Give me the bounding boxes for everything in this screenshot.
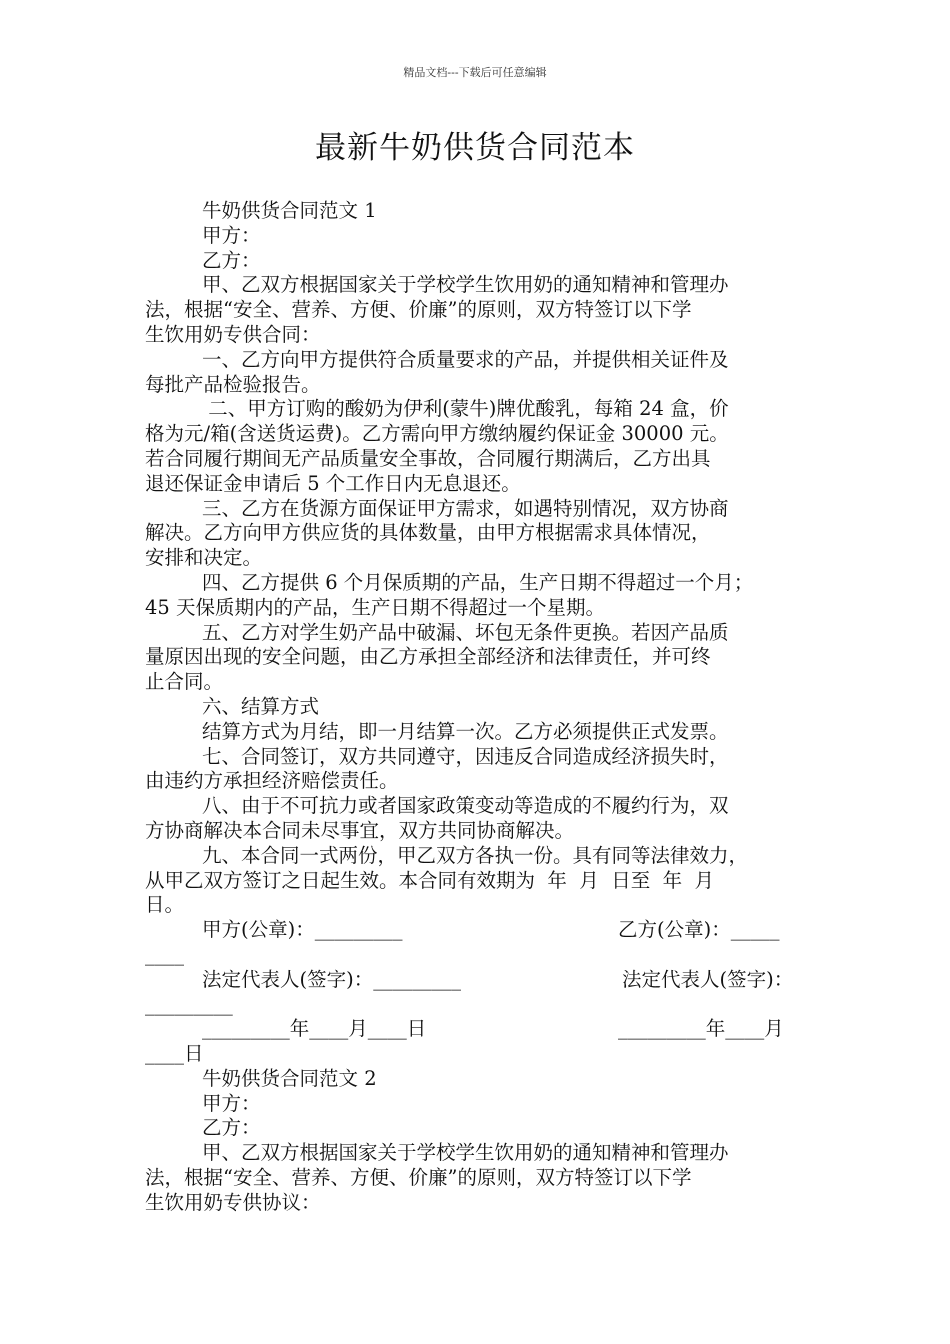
party-b-representative-continuation: _________ bbox=[145, 992, 233, 1016]
signature-seal-row bbox=[145, 918, 820, 943]
clause-line: 若合同履行期间无产品质量安全事故，合同履行期满后，乙方出具 bbox=[145, 446, 711, 470]
signature-rep-row bbox=[145, 968, 820, 993]
party-b-seal: 乙方(公章)：_____ bbox=[618, 918, 780, 942]
clause-line: 每批产品检验报告。 bbox=[145, 372, 321, 396]
clause-line: 七、合同签订，双方共同遵守，因违反合同造成经济损失时， bbox=[202, 744, 729, 768]
clause-line: 格为元/箱(含送货运费)。乙方需向甲方缴纳履约保证金 30000 元。 bbox=[145, 422, 729, 446]
paragraph-line: 法，根据“安全、营养、方便、价廉”的原则，双方特签订以下学 bbox=[145, 298, 692, 322]
paragraph-line: 甲、乙双方根据国家关于学校学生饮用奶的通知精神和管理办 bbox=[202, 1141, 729, 1165]
clause-line: 量原因出现的安全问题，由乙方承担全部经济和法律责任，并可终 bbox=[145, 645, 711, 669]
clause-line: 二、甲方订购的酸奶为伊利(蒙牛)牌优酸乳，每箱 24 盒，价 bbox=[202, 397, 729, 421]
clause-line: 日。 bbox=[145, 893, 185, 917]
paragraph-line: 生饮用奶专供合同： bbox=[145, 322, 321, 346]
party-a-date: _________年____月____日 bbox=[202, 1017, 427, 1041]
party-b-representative: 法定代表人(签字)： bbox=[622, 967, 794, 991]
clause-heading: 六、结算方式 bbox=[202, 694, 320, 718]
paragraph-line: 生饮用奶专供协议： bbox=[145, 1190, 321, 1214]
clause-line: 三、乙方在货源方面保证甲方需求，如遇特别情况，双方协商 bbox=[202, 496, 729, 520]
clause-line: 45 天保质期内的产品，生产日期不得超过一个星期。 bbox=[145, 595, 606, 619]
clause-line: 退还保证金申请后 5 个工作日内无息退还。 bbox=[145, 471, 521, 495]
clause-line: 四、乙方提供 6 个月保质期的产品，生产日期不得超过一个月； bbox=[202, 570, 754, 594]
document-body bbox=[145, 199, 820, 1216]
clause-line: 结算方式为月结，即一月结算一次。乙方必须提供正式发票。 bbox=[202, 719, 729, 743]
clause-line: 九、本合同一式两份，甲乙双方各执一份。具有同等法律效力， bbox=[202, 843, 749, 867]
clause-line: 从甲乙双方签订之日起生效。本合同有效期为 年 月 日至 年 月 bbox=[145, 868, 714, 892]
paragraph-line: 法，根据“安全、营养、方便、价廉”的原则，双方特签订以下学 bbox=[145, 1166, 692, 1190]
clause-line: 八、由于不可抗力或者国家政策变动等造成的不履约行为，双 bbox=[202, 794, 729, 818]
clause-line: 止合同。 bbox=[145, 670, 224, 694]
signature-date-row bbox=[145, 1017, 820, 1042]
section-heading: 牛奶供货合同范文 2 bbox=[202, 1066, 377, 1090]
party-a-representative: 法定代表人(签字)：_________ bbox=[202, 967, 461, 991]
party-b-line: 乙方： bbox=[202, 1116, 261, 1140]
party-b-seal-continuation: ____ bbox=[145, 942, 184, 966]
party-b-date-continuation: ____日 bbox=[145, 1042, 204, 1066]
clause-line: 解决。乙方向甲方供应货的具体数量，由甲方根据需求具体情况， bbox=[145, 521, 711, 545]
paragraph-line: 甲、乙双方根据国家关于学校学生饮用奶的通知精神和管理办 bbox=[202, 273, 729, 297]
page-header-note: 精品文档---下载后可任意编辑 bbox=[403, 66, 547, 79]
party-a-seal: 甲方(公章)：_________ bbox=[202, 918, 403, 942]
clause-line: 方协商解决本合同未尽事宜，双方共同协商解决。 bbox=[145, 818, 575, 842]
clause-line: 由违约方承担经济赔偿责任。 bbox=[145, 769, 399, 793]
party-b-line: 乙方： bbox=[202, 248, 261, 272]
party-a-line: 甲方： bbox=[202, 1091, 261, 1115]
clause-line: 安排和决定。 bbox=[145, 546, 263, 570]
clause-line: 一、乙方向甲方提供符合质量要求的产品，并提供相关证件及 bbox=[202, 347, 729, 371]
party-b-date: _________年____月 bbox=[618, 1017, 784, 1041]
document-title: 最新牛奶供货合同范本 bbox=[315, 130, 635, 166]
section-heading: 牛奶供货合同范文 1 bbox=[202, 199, 377, 222]
clause-line: 五、乙方对学生奶产品中破漏、坏包无条件更换。若因产品质 bbox=[202, 620, 729, 644]
party-a-line: 甲方： bbox=[202, 223, 261, 247]
